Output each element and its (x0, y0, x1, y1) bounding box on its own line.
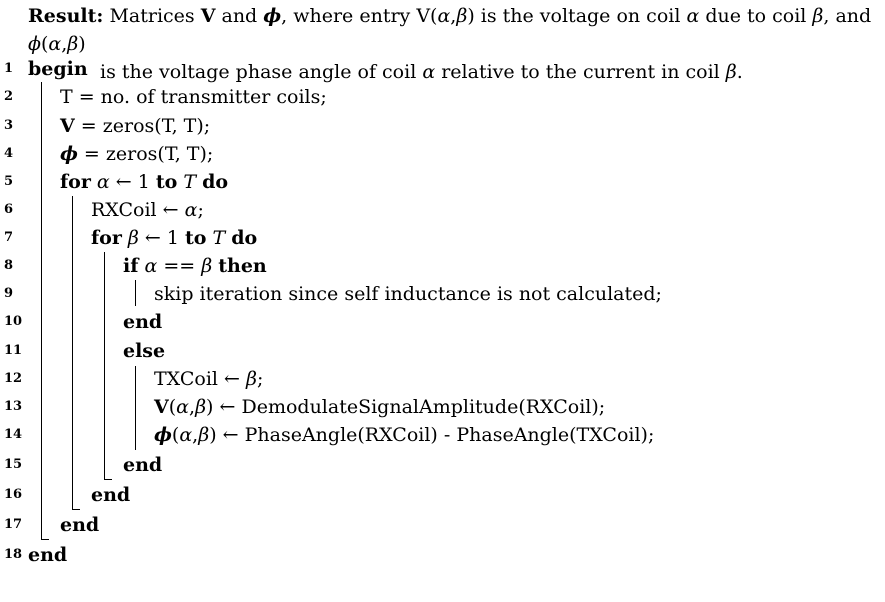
line-number: 9 (4, 286, 14, 301)
alpha-symbol: α (144, 255, 158, 277)
result-text: ) is the voltage on coil (467, 5, 687, 27)
block-bar-begin (41, 82, 42, 540)
alpha-symbol: α (48, 33, 62, 55)
result-text: , (61, 33, 68, 55)
result-line-2 (28, 58, 878, 86)
statement (91, 196, 204, 224)
statement-text: = zeros(T, T); (74, 115, 211, 137)
alpha-symbol: α (437, 5, 451, 27)
alpha-symbol: α (96, 171, 110, 193)
beta-symbol: β (127, 227, 139, 249)
result-text: , and (823, 5, 872, 27)
line-number: 4 (4, 146, 14, 161)
result-text: ) (78, 33, 86, 55)
statement-text: RXCoil ← (91, 199, 185, 221)
matrix-phi: ϕ (154, 424, 172, 446)
keyword-do: do (202, 171, 229, 193)
statement: ϕ(α,β) ← PhaseAngle(RXCoil) - PhaseAngle(TXCoil); (154, 424, 655, 446)
line-number: 3 (4, 118, 14, 133)
keyword-then: then (218, 255, 267, 277)
statement (60, 112, 210, 140)
line-number: 17 (4, 517, 23, 532)
beta-symbol: β (456, 5, 468, 27)
statement-text: ← DemodulateSignalAmplitude(RXCoil); (213, 396, 606, 418)
statement-text: ← PhaseAngle(RXCoil) - PhaseAngle(TXCoil); (216, 424, 655, 446)
line-number: 18 (4, 547, 23, 562)
line-number: 6 (4, 202, 14, 217)
line-number: 7 (4, 230, 14, 245)
block-tick-begin (41, 539, 49, 540)
alpha-symbol: α (179, 424, 193, 446)
block-bar-else (135, 366, 136, 450)
algorithm-result (28, 2, 878, 86)
alpha-symbol: α (184, 199, 198, 221)
if-statement (123, 252, 267, 280)
line-number: 5 (4, 174, 14, 189)
block-bar-for-alpha (72, 196, 73, 510)
line-number: 10 (4, 314, 23, 329)
keyword-end: end (91, 484, 131, 506)
beta-symbol: β (812, 5, 824, 27)
block-bar-for-beta (104, 252, 105, 480)
beta-symbol: β (67, 33, 79, 55)
matrix-v: V (154, 396, 169, 418)
statement-text: ; (197, 199, 204, 221)
alpha-symbol: α (176, 396, 190, 418)
line-number: 13 (4, 399, 23, 414)
keyword-end: end (28, 544, 68, 566)
statement-text: ← 1 (109, 171, 156, 193)
result-text: is the voltage phase angle of coil (100, 61, 423, 83)
statement: V(α,β) ← DemodulateSignalAmplitude(RXCoil); (154, 396, 606, 418)
statement-text: = zeros(T, T); (77, 143, 214, 165)
keyword-end: end (123, 454, 163, 476)
matrix-v: V (200, 5, 216, 27)
keyword-if: if (123, 255, 139, 277)
result-text: , where entry V( (281, 5, 438, 27)
result-text: ( (40, 33, 49, 55)
result-text: relative to the current in coil (435, 61, 726, 83)
statement: T = no. of transmitter coils; (60, 86, 327, 108)
result-text: Matrices (103, 5, 201, 27)
block-tick-for-alpha (72, 509, 80, 510)
statement (154, 365, 263, 393)
result-text: and (215, 5, 264, 27)
phi-symbol: ϕ (28, 33, 41, 55)
for-loop-beta (91, 224, 257, 252)
keyword-end: end (123, 311, 163, 333)
keyword-for: for (91, 227, 122, 249)
block-bar-if (135, 280, 136, 306)
beta-symbol: β (725, 61, 737, 83)
result-text: , (450, 5, 457, 27)
keyword-for: for (60, 171, 91, 193)
matrix-phi: ϕ (60, 143, 78, 165)
keyword-to: to (185, 227, 207, 249)
line-number: 1 (4, 61, 14, 76)
matrix-v: V (60, 115, 75, 137)
alpha-symbol: α (422, 61, 436, 83)
var-t: T (183, 171, 197, 193)
matrix-phi: ϕ (263, 5, 282, 27)
statement: skip iteration since self inductance is not calculated; (154, 283, 662, 305)
alpha-symbol: α (686, 5, 700, 27)
beta-symbol: β (201, 255, 213, 277)
keyword-begin: begin (28, 58, 88, 80)
line-number: 15 (4, 457, 23, 472)
block-tick-for-beta (104, 479, 112, 480)
line-number: 2 (4, 89, 14, 104)
statement-text: == (157, 255, 202, 277)
statement-text: ← 1 (138, 227, 186, 249)
statement-text: TXCoil ← (154, 368, 246, 390)
keyword-do: do (231, 227, 258, 249)
for-loop-alpha (60, 168, 228, 196)
statement (60, 140, 213, 168)
keyword-end: end (60, 514, 100, 536)
var-t: T (212, 227, 226, 249)
result-label: Result: (28, 5, 104, 27)
result-text: due to coil (699, 5, 813, 27)
line-number: 11 (4, 343, 23, 358)
line-number: 12 (4, 371, 23, 386)
beta-symbol: β (198, 424, 210, 446)
result-text: . (736, 61, 743, 83)
line-number: 14 (4, 427, 23, 442)
beta-symbol: β (246, 368, 257, 390)
keyword-else: else (123, 340, 166, 362)
beta-symbol: β (195, 396, 207, 418)
line-number: 16 (4, 487, 23, 502)
statement-text: ; (256, 368, 264, 390)
keyword-to: to (155, 171, 178, 193)
line-number: 8 (4, 258, 14, 273)
